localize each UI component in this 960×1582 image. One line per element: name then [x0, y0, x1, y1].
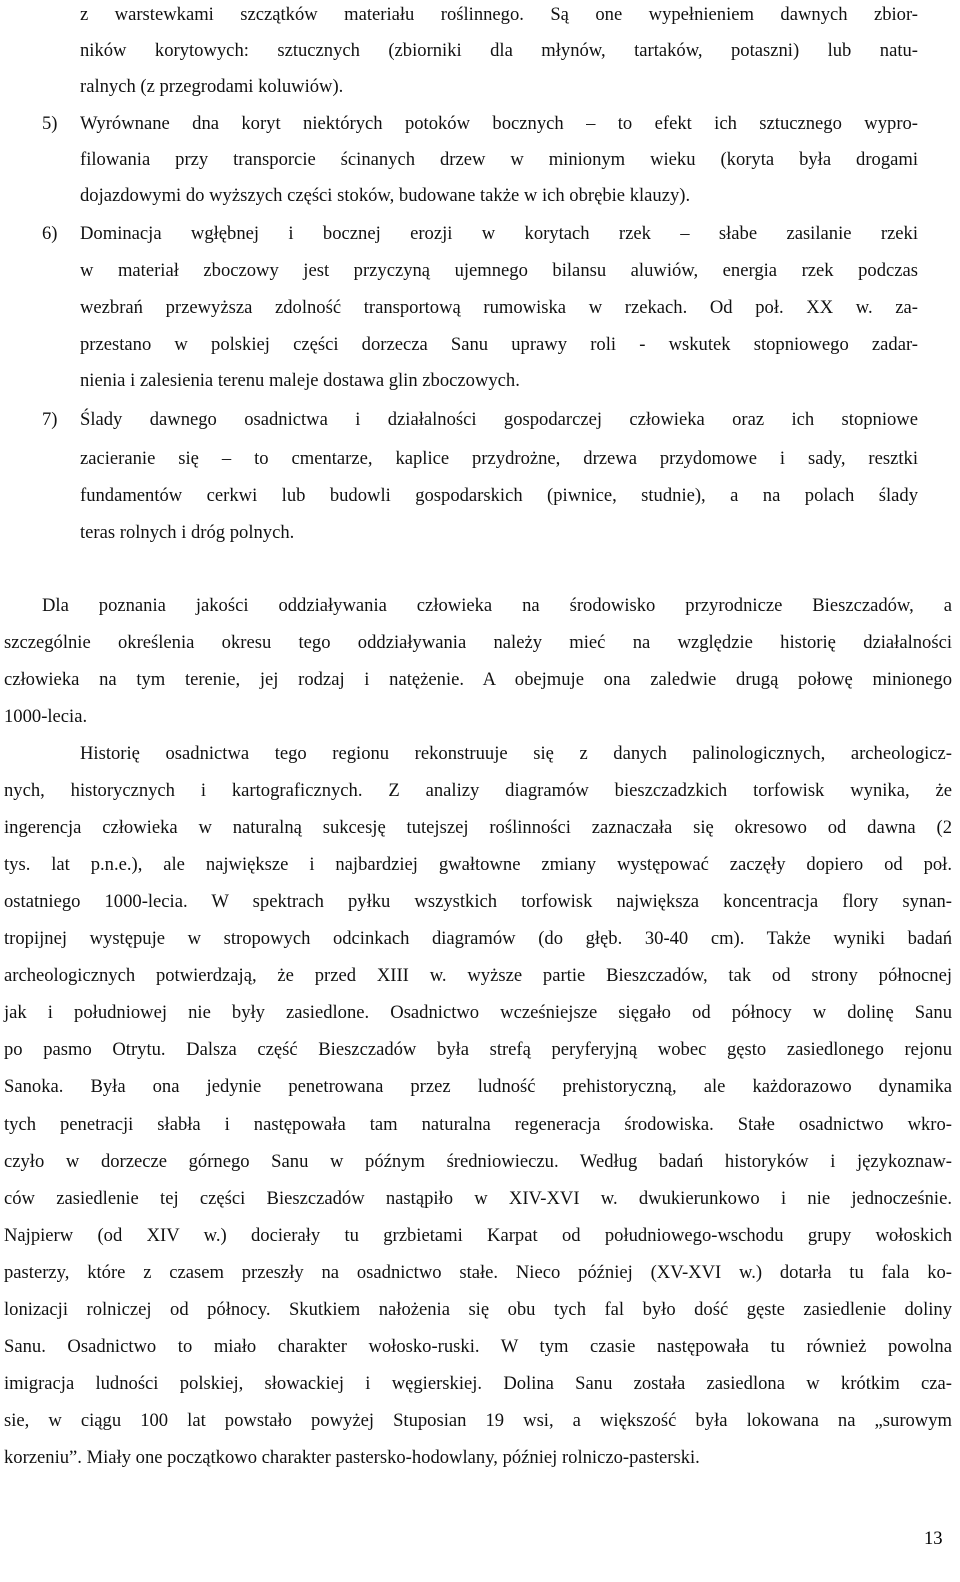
paragraph-line: korzeniu”. Miały one początkowo charakter pastersko-hodowlany, później rolniczo-pasterski. [4, 1447, 700, 1468]
paragraph-line: ingerencja człowieka w naturalną sukcesję tutejszej roślinności zaznaczała się okresowo od dawna (2 [4, 817, 952, 838]
paragraph-line: ców zasiedlenie tej części Bieszczadów nastąpiło w XIV-XVI w. dwukierunkowo i nie jednocześnie. [4, 1188, 952, 1209]
list-item-line: ralnych (z przegrodami koluwiów). [80, 76, 344, 97]
paragraph-line: archeologicznych potwierdzają, że przed XIII w. wyższe partie Bieszczadów, tak od strony północnej [4, 965, 952, 986]
paragraph-line: Sanu. Osadnictwo to miało charakter wołosko-ruski. W tym czasie następowała tu również powolna [4, 1336, 952, 1357]
list-item-line: przestano w polskiej części dorzecza Sanu uprawy roli - wskutek stopniowego zadar- [80, 334, 918, 355]
list-item-line: filowania przy transporcie ścinanych drzew w minionym wieku (koryta była drogami [80, 149, 918, 170]
list-item-line: Dominacja wgłębnej i bocznej erozji w korytach rzek – słabe zasilanie rzeki [80, 223, 918, 244]
list-item-line: z warstewkami szczątków materiału roślinnego. Są one wypełnieniem dawnych zbior- [80, 4, 918, 25]
paragraph-line: czyło w dorzecze górnego Sanu w późnym średniowieczu. Według badań historyków i językoznaw- [4, 1151, 952, 1172]
paragraph-line: tropijnej występuje w stropowych odcinkach diagramów (do głęb. 30-40 cm). Także wyniki badań [4, 928, 952, 949]
paragraph-line: 1000-lecia. [4, 706, 88, 727]
list-item-line: wezbrań przewyższa zdolność transportową rumowiska w rzekach. Od poł. XX w. za- [80, 297, 918, 318]
list-marker: 5) [42, 113, 58, 134]
paragraph-line: pasterzy, które z czasem przeszły na osadnictwo stałe. Nieco później (XV-XVI w.) dotarła tu fala ko- [4, 1262, 952, 1283]
paragraph-line: Sanoka. Była ona jedynie penetrowana przez ludność prehistoryczną, ale każdorazowo dynamika [4, 1076, 952, 1097]
page-number: 13 [924, 1528, 943, 1549]
paragraph-line: jak i południowej nie były zasiedlone. Osadnictwo wcześniejsze sięgało od północy w dolinę Sanu [4, 1002, 952, 1023]
paragraph-line: lonizacji rolniczej od północy. Skutkiem nałożenia się obu tych fal było dość gęste zasiedlenie doliny [4, 1299, 952, 1320]
paragraph-line: imigracja ludności polskiej, słowackiej i węgierskiej. Dolina Sanu została zasiedlona w krótkim cza- [4, 1373, 952, 1394]
paragraph-line: Historię osadnictwa tego regionu rekonstruuje się z danych palinologicznych, archeologicz- [80, 743, 952, 764]
list-item-line: w materiał zboczowy jest przyczyną ujemnego bilansu aluwiów, energia rzek podczas [80, 260, 918, 281]
list-item-line: zacieranie się – to cmentarze, kaplice przydrożne, drzewa przydomowe i sady, resztki [80, 448, 918, 469]
list-item-line: nienia i zalesienia terenu maleje dostawa glin zboczowych. [80, 370, 520, 391]
list-item-line: dojazdowymi do wyższych części stoków, budowane także w ich obrębie klauzy). [80, 185, 691, 206]
paragraph-line: sie, w ciągu 100 lat powstało powyżej Stuposian 19 wsi, a większość była lokowana na „surowym [4, 1410, 952, 1431]
paragraph-line: tys. lat p.n.e.), ale największe i najbardziej gwałtowne zmiany występować zaczęły dopiero od poł. [4, 854, 952, 875]
list-item-line: teras rolnych i dróg polnych. [80, 522, 295, 543]
list-marker: 6) [42, 223, 58, 244]
list-item-line: Wyrównane dna koryt niektórych potoków bocznych – to efekt ich sztucznego wypro- [80, 113, 918, 134]
paragraph-line: po pasmo Otrytu. Dalsza część Bieszczadów była strefą peryferyjną wobec gęsto zasiedlonego rejonu [4, 1039, 952, 1060]
paragraph-line: tych penetracji słabła i następowała tam naturalna regeneracja środowiska. Stałe osadnictwo wkro- [4, 1114, 952, 1135]
paragraph-line: człowieka na tym terenie, jej rodzaj i natężenie. A obejmuje ona zaledwie drugą połowę minionego [4, 669, 952, 690]
paragraph-line: Najpierw (od XIV w.) docierały tu grzbietami Karpat od południowego-wschodu grupy wołoskich [4, 1225, 952, 1246]
list-item-line: Ślady dawnego osadnictwa i działalności gospodarczej człowieka oraz ich stopniowe [80, 409, 918, 430]
paragraph-line: Dla poznania jakości oddziaływania człowieka na środowisko przyrodnicze Bieszczadów, a [42, 595, 952, 616]
list-item-line: ników korytowych: sztucznych (zbiorniki dla młynów, tartaków, potaszni) lub natu- [80, 40, 918, 61]
paragraph-line: nych, historycznych i kartograficznych. Z analizy diagramów bieszczadzkich torfowisk wynika, że [4, 780, 952, 801]
paragraph-line: szczególnie określenia okresu tego oddziaływania należy mieć na względzie historię działalności [4, 632, 952, 653]
paragraph-line: ostatniego 1000-lecia. W spektrach pyłku wszystkich torfowisk największa koncentracja flory synan- [4, 891, 952, 912]
list-marker: 7) [42, 409, 58, 430]
list-item-line: fundamentów cerkwi lub budowli gospodarskich (piwnice, studnie), a na polach ślady [80, 485, 918, 506]
